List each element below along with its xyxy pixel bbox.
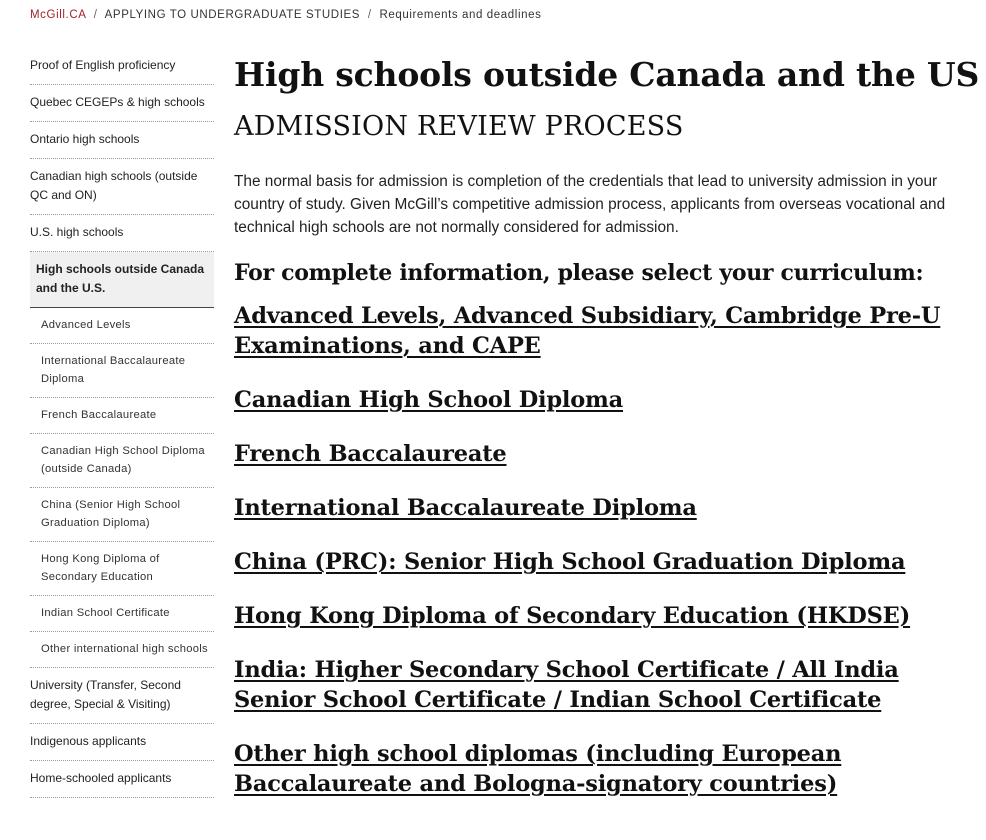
breadcrumb-separator: / <box>367 9 372 21</box>
sidebar-subitem-advanced-levels[interactable]: Advanced Levels <box>30 308 214 344</box>
curriculum-link-china[interactable]: China (PRC): Senior High School Graduation Diploma <box>234 549 906 575</box>
sidebar-subitem-indian-school-certificate[interactable]: Indian School Certificate <box>30 596 214 632</box>
curriculum-link-advanced-levels[interactable]: Advanced Levels, Advanced Subsidiary, Cambridge Pre-U Examinations, and CAPE <box>234 303 941 359</box>
list-item <box>234 493 982 523</box>
list-item <box>234 385 982 415</box>
curriculum-link-hkdse[interactable]: Hong Kong Diploma of Secondary Education (HKDSE) <box>234 603 911 629</box>
list-item <box>234 439 982 469</box>
sidebar-subitem-hong-kong[interactable]: Hong Kong Diploma of Secondary Education <box>30 542 214 596</box>
curriculum-link-india[interactable]: India: Higher Secondary School Certificate / All India Senior School Certificate / Indian School Certificate <box>234 657 899 713</box>
sidebar-item-home-schooled[interactable]: Home-schooled applicants <box>30 761 214 798</box>
sidebar-subitem-other-international[interactable]: Other international high schools <box>30 632 214 668</box>
breadcrumb-separator: / <box>93 9 98 21</box>
breadcrumb-home-link[interactable]: McGill.CA <box>30 9 86 21</box>
breadcrumb <box>30 9 541 21</box>
page-title: High schools outside Canada and the US <box>234 55 980 94</box>
list-item <box>234 739 982 799</box>
sidebar-nav <box>30 47 214 798</box>
section-heading: ADMISSION REVIEW PROCESS <box>234 111 684 142</box>
sidebar-item-ontario-high-schools[interactable]: Ontario high schools <box>30 122 214 159</box>
breadcrumb-current-link[interactable]: Requirements and deadlines <box>379 9 542 21</box>
sidebar-item-canadian-high-schools[interactable]: Canadian high schools (outside QC and ON) <box>30 159 214 215</box>
curriculum-link-ib-diploma[interactable]: International Baccalaureate Diploma <box>234 495 697 521</box>
main-content <box>234 52 982 823</box>
sidebar-item-indigenous-applicants[interactable]: Indigenous applicants <box>30 724 214 761</box>
list-item <box>234 601 982 631</box>
list-item <box>234 655 982 715</box>
breadcrumb-section-link[interactable]: APPLYING TO UNDERGRADUATE STUDIES <box>104 9 361 21</box>
sidebar-subitem-french-baccalaureate[interactable]: French Baccalaureate <box>30 398 214 434</box>
sidebar-item-us-high-schools[interactable]: U.S. high schools <box>30 215 214 252</box>
curriculum-list <box>234 301 982 799</box>
intro-paragraph: The normal basis for admission is completion of the credentials that lead to university admission in your country of study. Given McGill’s competitive admission process, applicants from overseas vocational and technical high schools are not normally considered for admission. <box>234 173 946 236</box>
list-item <box>234 301 982 361</box>
sidebar-subitem-ib-diploma[interactable]: International Baccalaureate Diploma <box>30 344 214 398</box>
sidebar-subitem-china[interactable]: China (Senior High School Graduation Diploma) <box>30 488 214 542</box>
list-item <box>234 547 982 577</box>
sidebar-subitem-canadian-diploma-outside[interactable]: Canadian High School Diploma (outside Canada) <box>30 434 214 488</box>
curriculum-link-canadian-diploma[interactable]: Canadian High School Diploma <box>234 387 624 413</box>
sidebar-item-english-proficiency[interactable]: Proof of English proficiency <box>30 47 214 85</box>
sidebar-item-university-transfer[interactable]: University (Transfer, Second degree, Special & Visiting) <box>30 668 214 724</box>
sidebar-item-outside-canada-us[interactable]: High schools outside Canada and the U.S. <box>30 252 214 308</box>
curriculum-select-heading: For complete information, please select your curriculum: <box>234 260 924 286</box>
sidebar-item-quebec-cegeps[interactable]: Quebec CEGEPs & high schools <box>30 85 214 122</box>
curriculum-link-other-diplomas[interactable]: Other high school diplomas (including European Baccalaureate and Bologna-signatory countries) <box>234 741 842 797</box>
curriculum-link-french-baccalaureate[interactable]: French Baccalaureate <box>234 441 507 467</box>
